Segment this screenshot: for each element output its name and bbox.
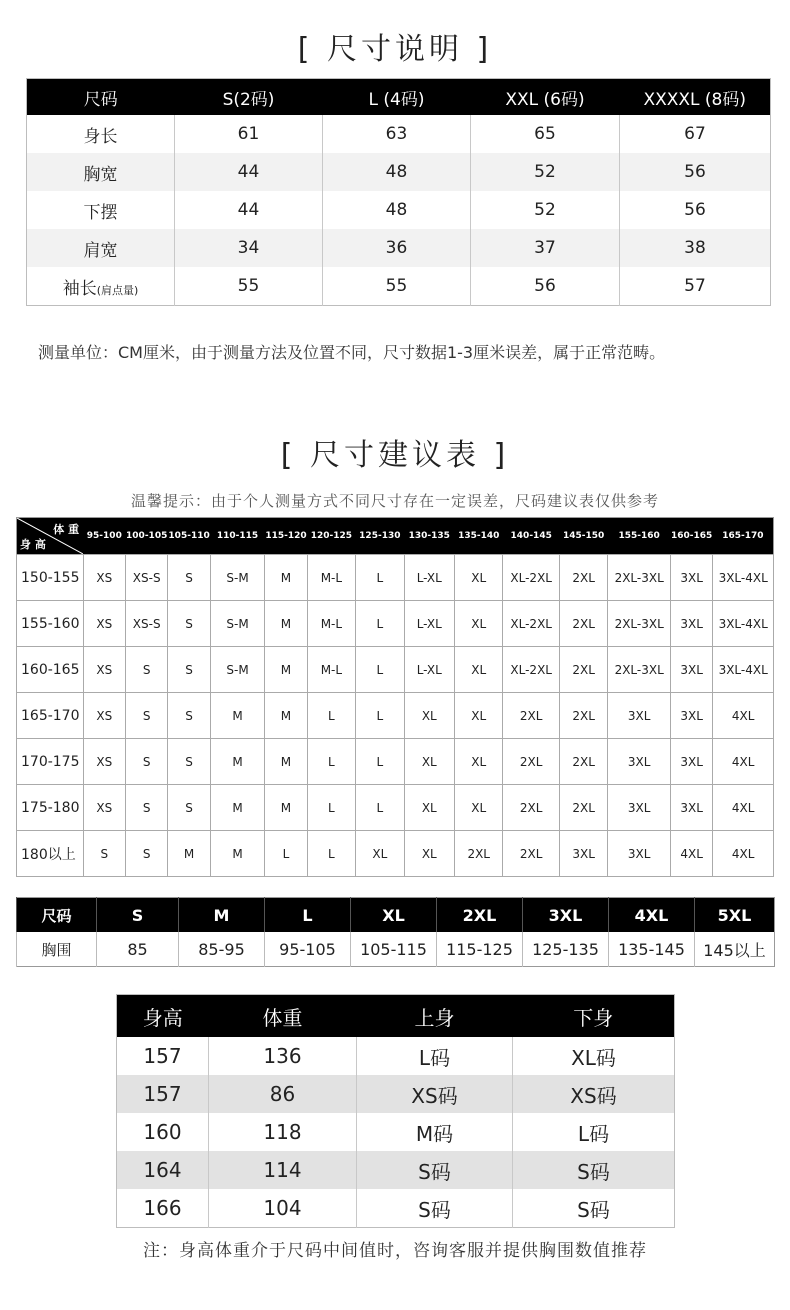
header-cell: 2XL [437,898,523,933]
size-cell: 2XL [559,647,607,693]
header-cell: 5XL [695,898,775,933]
size-cell: L [265,831,307,877]
size-cell: XS [83,601,125,647]
table-cell: XS码 [357,1075,513,1113]
table-cell: 63 [323,115,471,153]
size-cell: 3XL [608,693,671,739]
size-cell: XL [455,739,503,785]
size-cell: S [126,647,168,693]
size-cell: S [168,693,210,739]
size-cell: 4XL [670,831,712,877]
table-row [17,693,774,739]
table-cell: S码 [513,1189,675,1228]
header-cell: S [97,898,179,933]
size-cell: XS [83,647,125,693]
table-cell: 105-115 [351,932,437,967]
size-cell: M [210,785,265,831]
header-cell: 尺码 [17,898,97,933]
suggestion-hint: 温馨提示：由于个人测量方式不同尺寸存在一定误差，尺码建议表仅供参考 [130,492,659,510]
weight-axis-label: 体 重 [53,523,80,536]
height-cell: 175-180 [17,785,84,831]
size-cell: L [356,647,404,693]
table-row [17,932,775,967]
size-cell: L [356,785,404,831]
section-title-size-suggestion: [ 尺寸建议表 ] [280,438,510,473]
size-cell: L [307,831,355,877]
weight-header-cell: 110-115 [210,518,265,555]
size-cell: 2XL [455,831,503,877]
table-cell: 157 [143,1044,182,1068]
weight-header-cell: 145-150 [559,518,607,555]
size-cell: 4XL [713,693,774,739]
table-row [117,1189,675,1228]
table-cell: 157 [117,1075,209,1113]
table-cell: 56 [620,153,771,191]
header-cell: 下身 [513,995,675,1038]
table-cell: 44 [175,191,323,229]
size-cell: XL [404,785,454,831]
table-row [27,229,771,267]
weight-header-cell: 155-160 [608,518,671,555]
table-cell: 166 [143,1196,182,1220]
size-cell: XL [404,693,454,739]
table-cell: 36 [323,229,471,267]
table-header-row [17,518,774,555]
size-cell: XL-2XL [503,555,560,601]
table-row [117,1037,675,1075]
header-cell: XXXXL (8码) [620,79,771,116]
table-cell: S码 [357,1151,513,1189]
size-cell: L-XL [404,555,454,601]
size-cell: S-M [210,647,265,693]
size-cell: XL [356,831,404,877]
size-cell: L-XL [404,601,454,647]
table-cell: 125-135 [523,932,609,967]
table-cell: 135-145 [609,932,695,967]
size-cell: L [307,739,355,785]
size-cell: XL [404,739,454,785]
table-cell: 118 [209,1113,357,1151]
weight-header-cell: 160-165 [670,518,712,555]
table-cell: 67 [620,115,771,153]
size-cell: S [168,555,210,601]
table-row [17,739,774,785]
weight-header-cell: 95-100 [83,518,125,555]
size-cell: 3XL [670,601,712,647]
row-label-note: (肩点量) [96,283,139,297]
table-cell: 160 [143,1120,182,1144]
size-cell: 2XL [559,693,607,739]
table-cell: 145以上 [695,932,775,967]
height-cell: 170-175 [17,739,84,785]
size-cell: S [168,647,210,693]
table-cell: L码 [357,1037,513,1075]
table-cell: XS码 [513,1075,675,1113]
table-row [17,601,774,647]
size-cell: XL [455,693,503,739]
table-header-row [117,995,675,1038]
size-cell: M [265,647,307,693]
size-cell: 4XL [713,831,774,877]
size-cell: 3XL [670,555,712,601]
table-cell: 114 [209,1151,357,1189]
footer-note: 注：身高体重介于尺码中间值时，咨询客服并提供胸围数值推荐 [143,1241,647,1261]
table-row [27,267,771,306]
size-cell: XS [83,785,125,831]
header-cell: XXL (6码) [471,79,620,116]
size-cell: 2XL [503,831,560,877]
chest-size-table [16,897,775,967]
table-cell: S码 [357,1189,513,1228]
table-cell: 104 [209,1189,357,1228]
header-cell: 尺码 [27,79,175,116]
header-cell: S(2码) [175,79,323,116]
row-label: 身长 [83,126,118,147]
table-cell: 164 [117,1151,209,1189]
size-cell: L [356,601,404,647]
size-cell: S [168,785,210,831]
size-cell: 2XL [559,555,607,601]
header-cell: 身高 [117,995,209,1038]
table-cell: 37 [471,229,620,267]
table-cell: L码 [513,1113,675,1151]
size-cell: M [265,739,307,785]
size-cell: M [265,785,307,831]
size-cell: 4XL [713,785,774,831]
size-cell: S [126,739,168,785]
table-cell: 34 [175,229,323,267]
table-cell: M码 [357,1113,513,1151]
weight-header-cell: 165-170 [713,518,774,555]
size-cell: 3XL [608,739,671,785]
height-cell: 160-165 [17,647,84,693]
size-cell: 2XL [559,601,607,647]
size-cell: 2XL-3XL [608,601,671,647]
weight-header-cell: 120-125 [307,518,355,555]
table-row [27,191,771,229]
row-label: 肩宽 [27,229,175,267]
size-description-table [26,78,771,306]
size-cell: 2XL [503,739,560,785]
table-cell: 48 [323,153,471,191]
size-cell: XL [455,601,503,647]
weight-header-cell: 130-135 [404,518,454,555]
size-cell: 3XL [670,739,712,785]
table-row [17,831,774,877]
size-cell: 3XL [670,647,712,693]
size-cell: S [126,693,168,739]
size-cell: XS [83,739,125,785]
size-suggestion-table [16,517,774,877]
table-row [117,1075,675,1113]
size-cell: XL [455,785,503,831]
header-cell: 4XL [609,898,695,933]
header-cell: 上身 [357,995,513,1038]
height-cell: 155-160 [17,601,84,647]
weight-header-cell: 105-110 [168,518,210,555]
size-cell: XL [404,831,454,877]
size-cell: 4XL [713,739,774,785]
size-cell: 3XL [670,693,712,739]
size-cell: M [265,555,307,601]
header-cell: M [179,898,265,933]
table-cell: 85 [97,932,179,967]
size-cell: 2XL-3XL [608,555,671,601]
header-cell: XL [351,898,437,933]
height-cell: 150-155 [17,555,84,601]
weight-header-cell: 115-120 [265,518,307,555]
header-cell: L [265,898,351,933]
size-cell: M-L [307,647,355,693]
table-row [17,555,774,601]
table-cell: 胸围 [17,932,97,967]
size-cell: S [126,785,168,831]
height-cell: 165-170 [17,693,84,739]
weight-header-cell: 140-145 [503,518,560,555]
table-cell: 56 [620,191,771,229]
size-cell: M [210,693,265,739]
size-cell: L [356,693,404,739]
table-cell: 65 [471,115,620,153]
header-cell: 体重 [209,995,357,1038]
size-cell: 3XL-4XL [713,601,774,647]
size-cell: M [210,831,265,877]
table-row [27,153,771,191]
row-label: 下摆 [83,202,118,223]
size-cell: S [83,831,125,877]
size-cell: 2XL-3XL [608,647,671,693]
table-cell: 38 [620,229,771,267]
table-cell: 57 [620,267,771,306]
size-cell: L [356,739,404,785]
size-cell: L [356,555,404,601]
size-cell: M-L [307,555,355,601]
table-cell: 56 [471,267,620,306]
size-cell: XL-2XL [503,647,560,693]
size-cell: S-M [210,601,265,647]
table-cell: 55 [175,267,323,306]
header-cell: L (4码) [323,79,471,116]
size-cell: 3XL [670,785,712,831]
table-header-row [27,79,771,116]
size-cell: XS-S [126,555,168,601]
size-cell: 2XL [503,785,560,831]
weight-header-cell: 125-130 [356,518,404,555]
table-cell: 85-95 [179,932,265,967]
size-cell: M [265,601,307,647]
fit-example-table [116,994,675,1228]
corner-header [17,518,84,555]
size-cell: 2XL [559,785,607,831]
size-cell: M [210,739,265,785]
size-cell: 2XL [559,739,607,785]
size-cell: M-L [307,601,355,647]
section-title-size-description: [ 尺寸说明 ] [297,32,493,67]
size-cell: 3XL-4XL [713,555,774,601]
row-label-text: 袖长 [62,278,97,299]
row-label: 胸宽 [27,153,175,191]
size-cell: 3XL-4XL [713,647,774,693]
height-cell: 180以上 [17,831,84,877]
table-cell: 44 [175,153,323,191]
size-cell: 3XL [608,785,671,831]
size-cell: XL [455,555,503,601]
size-cell: XS-S [126,601,168,647]
table-cell: S码 [513,1151,675,1189]
size-cell: XS [83,555,125,601]
size-cell: 2XL [503,693,560,739]
table-row [17,785,774,831]
table-cell: 52 [471,153,620,191]
table-cell: 61 [175,115,323,153]
table-header-row [17,898,775,933]
size-cell: M [265,693,307,739]
table-cell: 95-105 [265,932,351,967]
table-cell: 55 [323,267,471,306]
size-cell: S [168,739,210,785]
measurement-note: 测量单位：CM厘米，由于测量方法及位置不同，尺寸数据1-3厘米误差，属于正常范畴。 [38,343,666,362]
size-cell: XS [83,693,125,739]
size-cell: M [168,831,210,877]
size-cell: 3XL [559,831,607,877]
size-cell: S [168,601,210,647]
table-row [27,115,771,153]
table-cell: 48 [323,191,471,229]
table-cell: XL码 [513,1037,675,1075]
table-row [117,1113,675,1151]
size-cell: L [307,785,355,831]
table-cell: 136 [209,1037,357,1075]
weight-header-cell: 100-105 [126,518,168,555]
header-cell: 3XL [523,898,609,933]
size-cell: S-M [210,555,265,601]
table-cell: 115-125 [437,932,523,967]
table-cell: 86 [209,1075,357,1113]
size-cell: L-XL [404,647,454,693]
table-cell: 52 [471,191,620,229]
size-cell: 3XL [608,831,671,877]
weight-header-cell: 135-140 [455,518,503,555]
table-row [17,647,774,693]
height-axis-label: 身 高 [20,538,46,551]
size-cell: XL-2XL [503,601,560,647]
size-cell: L [307,693,355,739]
size-cell: S [126,831,168,877]
row-label [27,267,175,306]
table-row [117,1151,675,1189]
size-cell: XL [455,647,503,693]
